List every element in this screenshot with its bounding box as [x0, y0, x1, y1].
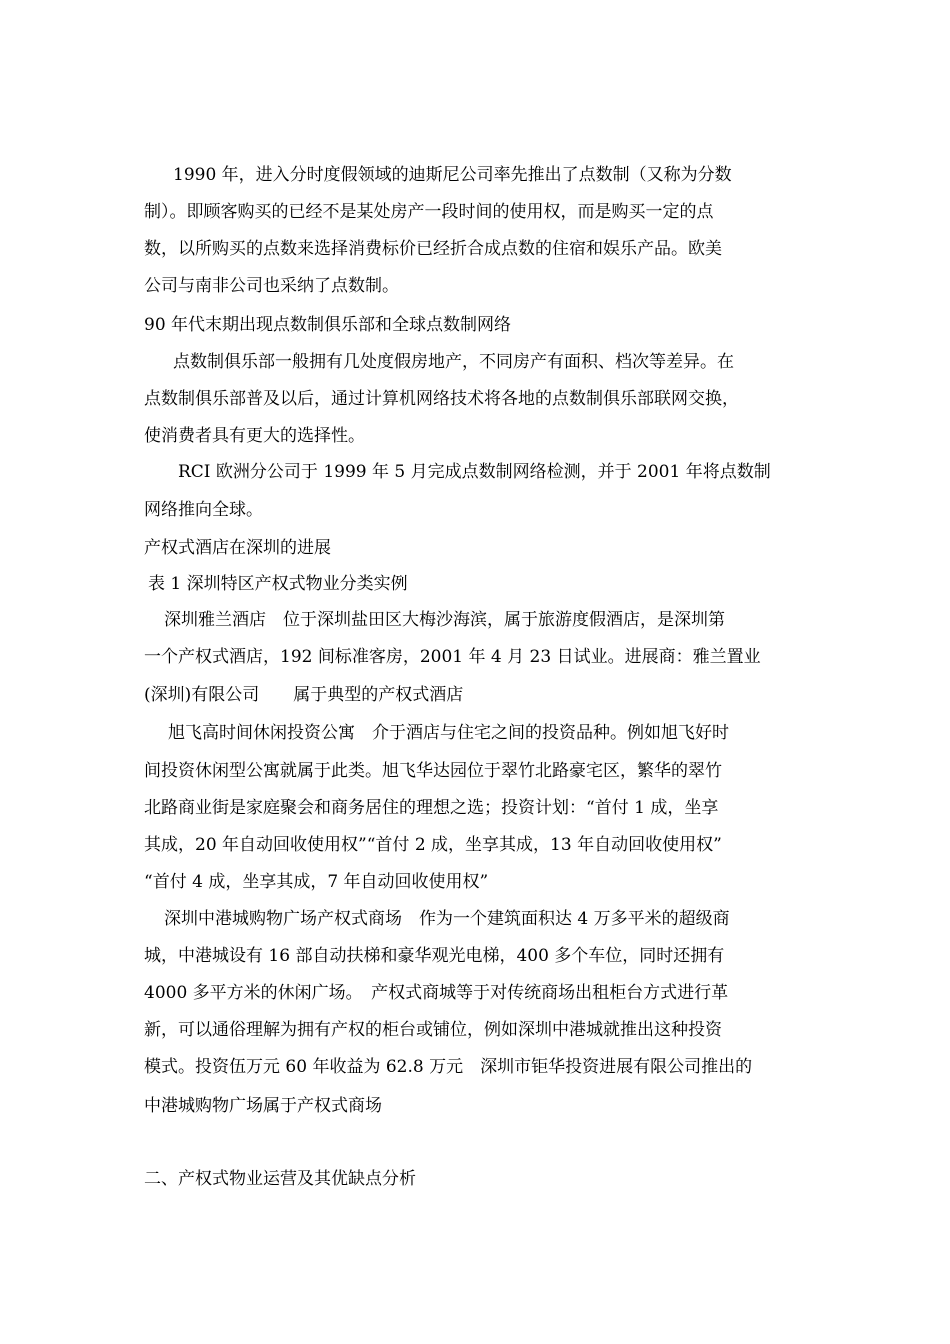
section-heading: 90 年代末期出现点数制俱乐部和全球点数制网络 — [144, 315, 512, 335]
paragraph-line: 深圳雅兰酒店 位于深圳盐田区大梅沙海滨，属于旅游度假酒店，是深圳第 — [164, 610, 725, 630]
paragraph-line: 4000 多平方米的休闲广场。 产权式商城等于对传统商场出租柜台方式进行革 — [144, 983, 729, 1003]
paragraph-line: 一个产权式酒店，192 间标准客房，2001 年 4 月 23 日试业。进展商：雅兰置业 — [144, 647, 761, 667]
paragraph-line: 中港城购物广场属于产权式商场 — [144, 1096, 382, 1116]
paragraph-line: 1990 年，进入分时度假领域的迪斯尼公司率先推出了点数制（又称为分数 — [173, 165, 732, 185]
paragraph-line: RCI 欧洲分公司于 1999 年 5 月完成点数制网络检测，并于 2001 年将点数制 — [178, 462, 771, 482]
paragraph-line: 深圳中港城购物广场产权式商场 作为一个建筑面积达 4 万多平米的超级商 — [164, 909, 730, 929]
paragraph-line: 旭飞高时间休闲投资公寓 介于酒店与住宅之间的投资品种。例如旭飞好时 — [168, 723, 729, 743]
paragraph-line: 点数制俱乐部普及以后，通过计算机网络技术将各地的点数制俱乐部联网交换， — [144, 389, 739, 409]
paragraph-line: (深圳)有限公司 属于典型的产权式酒店 — [144, 685, 464, 705]
paragraph-line: 其成，20 年自动回收使用权”“首付 2 成，坐享其成，13 年自动回收使用权” — [144, 835, 722, 855]
section-heading: 产权式酒店在深圳的进展 — [144, 538, 331, 558]
paragraph-line: 制）。即顾客购买的已经不是某处房产一段时间的使用权，而是购买一定的点 — [144, 202, 714, 222]
paragraph-line: 网络推向全球。 — [144, 500, 263, 520]
paragraph-line: 使消费者具有更大的选择性。 — [144, 426, 365, 446]
paragraph-line: 间投资休闲型公寓就属于此类。旭飞华达园位于翠竹北路豪宅区，繁华的翠竹 — [144, 761, 722, 781]
paragraph-line: “首付 4 成，坐享其成，7 年自动回收使用权” — [144, 872, 489, 892]
paragraph-line: 新，可以通俗理解为拥有产权的柜台或铺位，例如深圳中港城就推出这种投资 — [144, 1020, 722, 1040]
paragraph-line: 北路商业街是家庭聚会和商务居住的理想之选；投资计划：“首付 1 成，坐享 — [144, 798, 719, 818]
table-caption: 表 1 深圳特区产权式物业分类实例 — [148, 574, 408, 594]
paragraph-line: 公司与南非公司也采纳了点数制。 — [144, 276, 399, 296]
paragraph-line: 城，中港城设有 16 部自动扶梯和豪华观光电梯，400 多个车位，同时还拥有 — [144, 946, 725, 966]
paragraph-line: 数，以所购买的点数来选择消费标价已经折合成点数的住宿和娱乐产品。欧美 — [144, 239, 722, 259]
section-heading: 二、产权式物业运营及其优缺点分析 — [144, 1169, 416, 1189]
paragraph-line: 点数制俱乐部一般拥有几处度假房地产，不同房产有面积、档次等差异。在 — [173, 352, 734, 372]
paragraph-line: 模式。投资伍万元 60 年收益为 62.8 万元 深圳市钜华投资进展有限公司推出的 — [144, 1057, 753, 1077]
